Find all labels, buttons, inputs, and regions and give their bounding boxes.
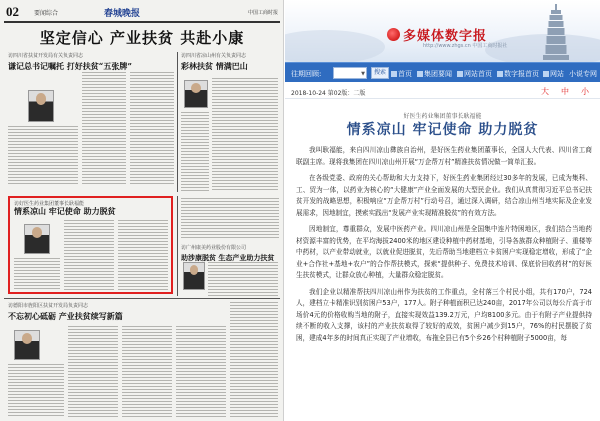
paper-masthead: 春城晚报 <box>104 9 141 19</box>
decorative-cloud <box>285 30 385 64</box>
selected-article-highlight[interactable] <box>8 196 173 294</box>
website-icon <box>457 71 463 77</box>
portrait-photo <box>183 262 205 290</box>
text-column <box>68 326 118 418</box>
newspaper-page-preview[interactable] <box>0 0 284 421</box>
chevron-down-icon: ▼ <box>361 71 365 77</box>
paper-section: 要闻综合 <box>34 10 59 17</box>
paper-header <box>4 3 280 23</box>
article-title: 情系凉山 牢记使命 助力脱贫 <box>346 122 539 138</box>
article-kicker: 访四川省扶贫开发局有关负责同志 <box>8 53 84 59</box>
article-kicker: 好医生药业集团董事长耿福能 <box>403 113 482 120</box>
paper-banner-headline: 坚定信心 产业扶贫 共赴小康 <box>39 29 245 47</box>
paper-article-mid-right[interactable] <box>181 244 279 263</box>
column-divider <box>177 52 178 192</box>
site-title: 多媒体数字报 <box>403 29 488 44</box>
paper-date-line: 中国工商时报 <box>247 10 278 16</box>
site-banner <box>285 0 600 62</box>
column-divider <box>177 196 178 296</box>
issue-info-bar <box>285 83 600 99</box>
article-headline: 情系凉山 牢记使命 助力脱贫 <box>14 206 116 216</box>
paper-article-top-left[interactable] <box>8 52 173 72</box>
globe-icon <box>543 71 549 77</box>
text-column <box>8 364 64 418</box>
section-divider <box>4 298 280 299</box>
paper-article-bottom[interactable] <box>8 302 208 322</box>
text-column <box>14 258 60 290</box>
article-headline: 谦记总书记嘱托 打好扶贫“五张牌” <box>8 61 132 71</box>
text-column <box>212 78 278 192</box>
pagoda-icon <box>543 4 569 60</box>
nav-bar <box>285 62 600 82</box>
article-kicker: 访广州康美药业股份有限公司 <box>181 245 247 251</box>
site-url: http://www.zhgs.cn 中国工商时报社 <box>423 43 508 49</box>
portrait-photo <box>24 224 50 254</box>
date-label: 往期回顾: <box>291 70 322 78</box>
date-select[interactable] <box>333 67 367 79</box>
nav-item-home[interactable]: 首页 <box>391 69 412 79</box>
article-kicker: 访德阳市旌阳区扶贫开发局负责同志 <box>8 303 89 309</box>
font-size-small-button[interactable]: 小 <box>581 87 589 96</box>
text-column <box>208 262 278 296</box>
news-icon <box>417 71 423 77</box>
nav-item-group-news[interactable]: 集团要闻 <box>417 69 452 79</box>
portrait-photo <box>28 90 54 122</box>
text-column <box>130 72 174 186</box>
font-size-large-button[interactable]: 大 <box>541 87 549 96</box>
nav-item-digital-home[interactable]: 数字报首页 <box>497 69 539 79</box>
article-paragraph: 我叫耿福能，来自四川凉山彝族自治州，是好医生药业集团董事长，全国人大代表、四川省工商联副主席。现将我集团在四川凉山州开展“万企帮万村”精准扶贫情况做一简单汇报。 <box>296 146 592 166</box>
text-column <box>176 326 226 418</box>
home-icon <box>391 71 397 77</box>
site-logo-icon <box>387 28 400 41</box>
font-size-medium-button[interactable]: 中 <box>561 87 569 96</box>
nav-item-website-home[interactable]: 网站首页 <box>457 69 492 79</box>
text-column <box>230 302 278 418</box>
text-column <box>118 220 168 290</box>
article-paragraph: 在各级党委、政府的关心帮助和大力支持下，好医生药业集团经过30多年的发展，已成为集科、工、贸为一体，以药业为核心的“大健康”产业全面发展的大型民企业。我们从真贯彻习近平总书记扶贫开发的战略思想，积极响应“万企帮万村”行动号召，通过深入调研，结合凉山州当地实际及企业发展需求，因地制宜，摸索实践出“发展产业实现精准脱贫”的有效方法。 <box>296 174 592 217</box>
text-column <box>181 198 279 240</box>
article-paragraph: 因地制宜，尊重群众，发展中医药产业。四川凉山州是全国集中连片特困地区，我们结合当地药材资源丰富的优势，在平均海拔2400米的地区建设种植中药材基地，引导各族群众种植附子、重楼等中药材，以产业带动就业，以就业促进脱贫，先后帮助当地建档立卡贫困户实现稳定增收，形成了“企业+合作社+基地+农户”的合作帮扶模式，探索“提供种子、免费技术培训、保底价回收药材”的好医生扶贫模式，让群众放心种植，大量群众稳定脱贫。 <box>296 225 592 279</box>
portrait-photo <box>14 330 40 360</box>
text-column <box>8 126 78 186</box>
text-column <box>122 326 172 418</box>
text-column <box>82 72 126 186</box>
article-paragraph: 我们企业以精准帮扶四川凉山州作为扶贫的工作重点，全村落三个村民小组，共有170户，724人，建档立卡精准识别贫困户53户，177人。附子种植面积已达240亩，2017年公司以每公斤高于市场价4元的价格收购当地的附子，直接实现效益139.2万元，户均8100多元。由于有附子产业提供持续不断的收入支撑，该村的产业扶贫取得了较好的成效，贫困户减少到15户，76%的村民摆脱了贫困，建成4年多的时间真正实现了产业增收，布拖全县已有5个乡26个村种植附子5000亩，每 <box>296 287 592 342</box>
search-button[interactable]: 搜索 <box>371 67 389 79</box>
paper-page-number: 02 <box>6 4 19 19</box>
nav-item-website[interactable]: 网站 <box>543 69 564 79</box>
article-headline: 助涉康脱贫 生态产业助力扶贫 <box>181 253 275 262</box>
text-column <box>64 220 114 290</box>
article-reader-panel <box>285 0 600 421</box>
digital-paper-icon <box>497 71 503 77</box>
article-headline: 彩林扶贫 情满巴山 <box>181 61 248 71</box>
article-kicker: 访好医生药业集团董事长耿福能 <box>14 201 85 207</box>
article-kicker: 访四川省凉山州有关负责同志 <box>181 53 247 59</box>
issue-date-page: 2018-10-24 第02版：二版 <box>291 90 366 97</box>
portrait-photo <box>184 80 208 108</box>
nav-menu <box>391 69 600 79</box>
article-headline: 不忘初心砥砺 产业扶贫续写新篇 <box>8 311 123 321</box>
text-column <box>181 112 209 192</box>
paper-article-top-right[interactable] <box>181 52 279 72</box>
nav-item-novel[interactable]: 小说专网 <box>569 70 597 78</box>
article-body <box>296 145 592 421</box>
